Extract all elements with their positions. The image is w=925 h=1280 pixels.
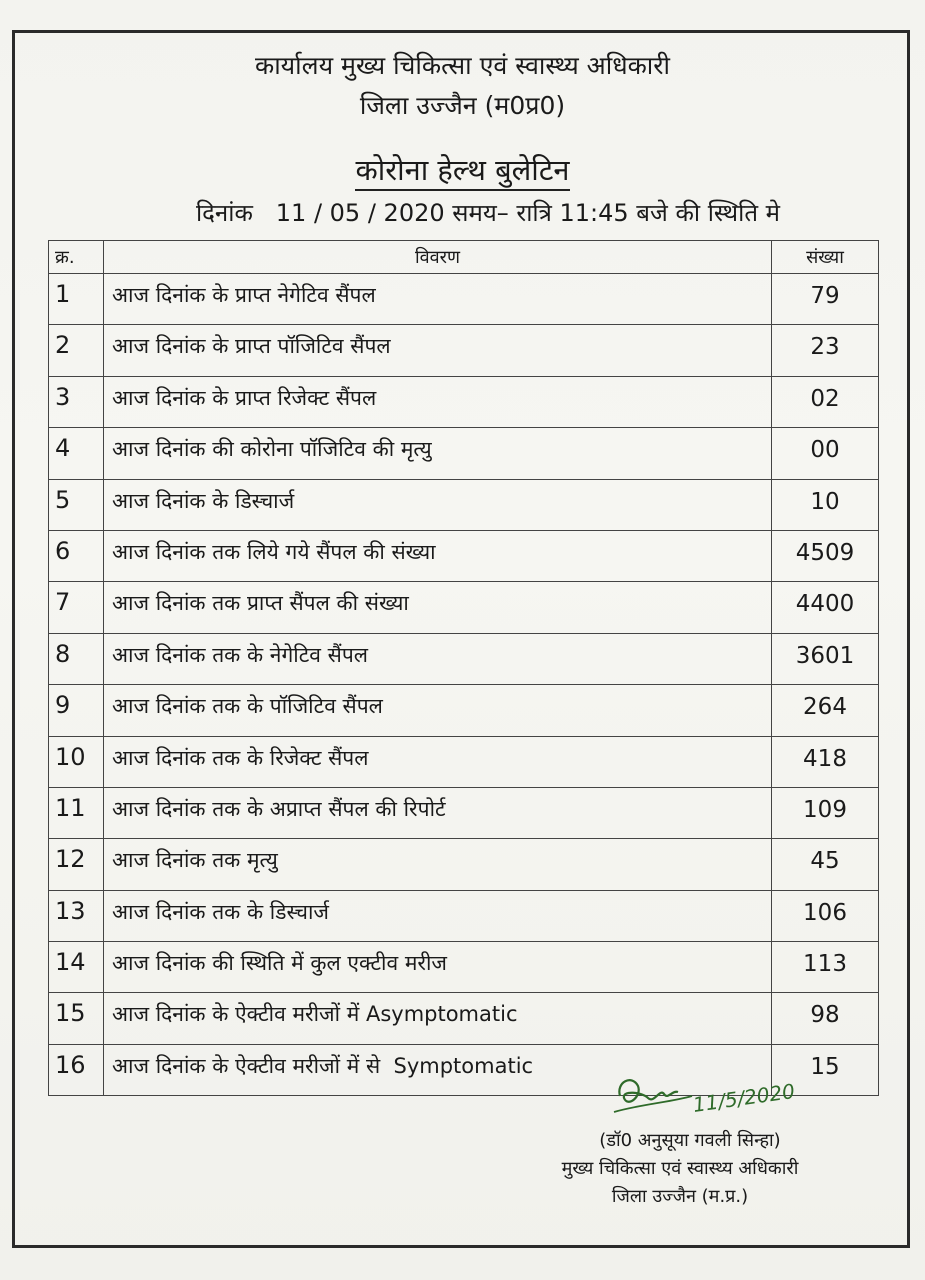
serial-cell: 16 bbox=[49, 1044, 104, 1095]
count-cell: 106 bbox=[772, 890, 879, 941]
table-row bbox=[49, 530, 879, 581]
count-cell: 15 bbox=[772, 1044, 879, 1095]
description-cell: आज दिनांक के प्राप्त रिजेक्ट सैंपल bbox=[104, 376, 772, 427]
description-cell: आज दिनांक के ऐक्टीव मरीजों में Asymptomatic bbox=[104, 993, 772, 1044]
serial-cell: 13 bbox=[49, 890, 104, 941]
serial-cell: 3 bbox=[49, 376, 104, 427]
handwritten-signature bbox=[612, 1068, 802, 1128]
bulletin-title-text: कोरोना हेल्थ बुलेटिन bbox=[355, 153, 569, 191]
description-cell: आज दिनांक तक के पॉजिटिव सैंपल bbox=[104, 685, 772, 736]
officer-designation: मुख्य चिकित्सा एवं स्वास्थ्य अधिकारी bbox=[561, 1158, 799, 1179]
count-cell: 10 bbox=[772, 479, 879, 530]
count-cell: 4509 bbox=[772, 530, 879, 581]
table-row bbox=[49, 736, 879, 787]
serial-cell: 11 bbox=[49, 787, 104, 838]
count-cell: 109 bbox=[772, 787, 879, 838]
description-cell: आज दिनांक तक के नेगेटिव सैंपल bbox=[104, 633, 772, 684]
description-cell: आज दिनांक के प्राप्त पॉजिटिव सैंपल bbox=[104, 325, 772, 376]
table-row bbox=[49, 479, 879, 530]
column-header-description: विवरण bbox=[104, 241, 772, 274]
serial-cell: 7 bbox=[49, 582, 104, 633]
description-cell: आज दिनांक तक के डिस्चार्ज bbox=[104, 890, 772, 941]
serial-cell: 4 bbox=[49, 428, 104, 479]
serial-cell: 14 bbox=[49, 942, 104, 993]
table-row bbox=[49, 890, 879, 941]
count-cell: 00 bbox=[772, 428, 879, 479]
count-cell: 4400 bbox=[772, 582, 879, 633]
table-row bbox=[49, 325, 879, 376]
office-heading: कार्यालय मुख्य चिकित्सा एवं स्वास्थ्य अधिकारी bbox=[255, 51, 670, 80]
table-row bbox=[49, 633, 879, 684]
description-cell: आज दिनांक के प्राप्त नेगेटिव सैंपल bbox=[104, 274, 772, 325]
count-cell: 02 bbox=[772, 376, 879, 427]
bulletin-table bbox=[48, 240, 879, 1096]
count-cell: 264 bbox=[772, 685, 879, 736]
table-row bbox=[49, 839, 879, 890]
count-cell: 418 bbox=[772, 736, 879, 787]
district-heading: जिला उज्जैन (म0प्र0) bbox=[359, 91, 566, 120]
table-row bbox=[49, 376, 879, 427]
bulletin-title bbox=[0, 150, 925, 189]
table-row bbox=[49, 685, 879, 736]
description-cell: आज दिनांक के ऐक्टीव मरीजों में से Symptomatic bbox=[104, 1044, 772, 1095]
description-cell: आज दिनांक तक के रिजेक्ट सैंपल bbox=[104, 736, 772, 787]
serial-cell: 10 bbox=[49, 736, 104, 787]
serial-cell: 6 bbox=[49, 530, 104, 581]
description-cell: आज दिनांक की स्थिति में कुल एक्टीव मरीज bbox=[104, 942, 772, 993]
count-cell: 45 bbox=[772, 839, 879, 890]
date-time-line: दिनांक 11 / 05 / 2020 समय– रात्रि 11:45 बजे की स्थिति मे bbox=[195, 199, 781, 227]
count-cell: 23 bbox=[772, 325, 879, 376]
count-cell: 98 bbox=[772, 993, 879, 1044]
description-cell: आज दिनांक के डिस्चार्ज bbox=[104, 479, 772, 530]
serial-cell: 2 bbox=[49, 325, 104, 376]
table-header-row bbox=[49, 241, 879, 274]
serial-cell: 9 bbox=[49, 685, 104, 736]
serial-cell: 1 bbox=[49, 274, 104, 325]
count-cell: 79 bbox=[772, 274, 879, 325]
description-cell: आज दिनांक तक मृत्यु bbox=[104, 839, 772, 890]
table-row bbox=[49, 274, 879, 325]
officer-name: (डॉ0 अनुसूया गवली सिन्हा) bbox=[599, 1130, 781, 1151]
table-row bbox=[49, 993, 879, 1044]
description-cell: आज दिनांक तक प्राप्त सैंपल की संख्या bbox=[104, 582, 772, 633]
column-header-count: संख्या bbox=[772, 241, 879, 274]
count-cell: 113 bbox=[772, 942, 879, 993]
serial-cell: 15 bbox=[49, 993, 104, 1044]
count-cell: 3601 bbox=[772, 633, 879, 684]
description-cell: आज दिनांक की कोरोना पॉजिटिव की मृत्यु bbox=[104, 428, 772, 479]
table-row bbox=[49, 582, 879, 633]
table-row bbox=[49, 428, 879, 479]
table-row bbox=[49, 942, 879, 993]
signature-date: 11/5/2020 bbox=[691, 1078, 797, 1117]
column-header-serial: क्र. bbox=[49, 241, 104, 274]
table-row bbox=[49, 787, 879, 838]
description-cell: आज दिनांक तक के अप्राप्त सैंपल की रिपोर्ट bbox=[104, 787, 772, 838]
officer-district: जिला उज्जैन (म.प्र.) bbox=[611, 1186, 749, 1207]
serial-cell: 8 bbox=[49, 633, 104, 684]
serial-cell: 12 bbox=[49, 839, 104, 890]
serial-cell: 5 bbox=[49, 479, 104, 530]
description-cell: आज दिनांक तक लिये गये सैंपल की संख्या bbox=[104, 530, 772, 581]
